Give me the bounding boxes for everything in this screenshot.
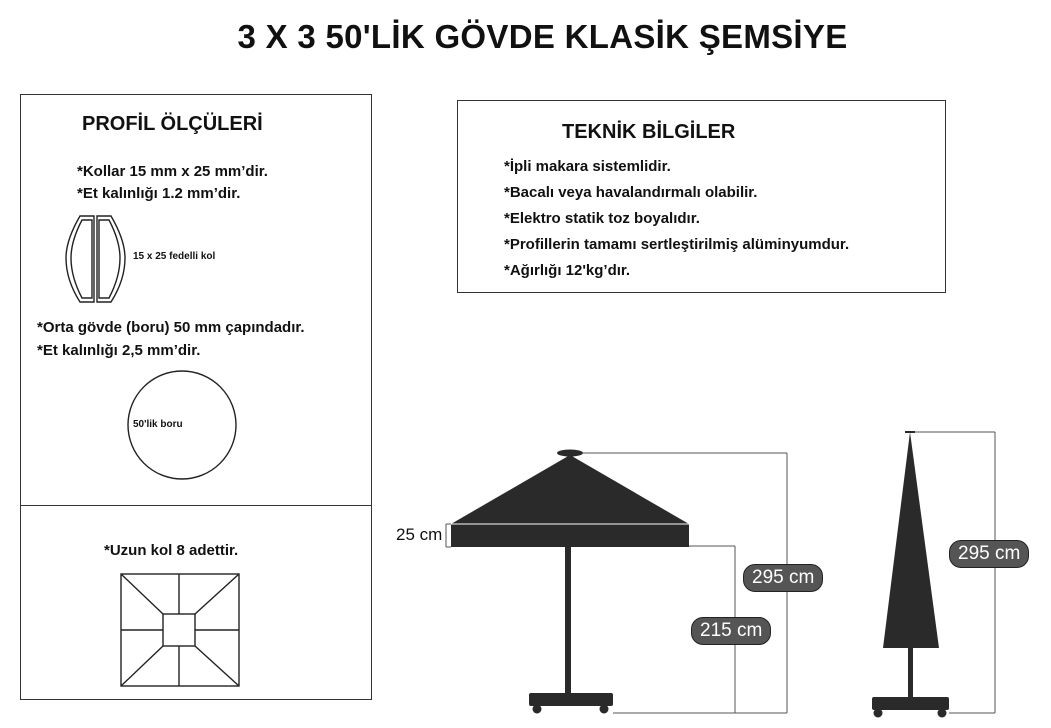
canopy-height-label: 25 cm: [396, 525, 443, 544]
closed-umbrella-drawing: [872, 432, 949, 718]
total-height-closed-label: 295 cm: [949, 540, 1029, 568]
total-height-open-label: 295 cm: [743, 564, 823, 592]
profile-panel-title: PROFİL ÖLÇÜLERİ: [82, 113, 263, 135]
arms-top-view-icon: [121, 574, 239, 686]
arms-line: *Uzun kol 8 adettir.: [104, 542, 239, 559]
profile-line-2: *Et kalınlığı 1.2 mm’dir.: [77, 185, 241, 202]
tech-item-5: *Ağırlığı 12'kg’dır.: [504, 262, 631, 279]
pipe-line-2: *Et kalınlığı 2,5 mm’dir.: [37, 342, 201, 359]
tech-panel-title: TEKNİK BİLGİLER: [562, 121, 736, 143]
page-title: 3 X 3 50'LİK GÖVDE KLASİK ŞEMSİYE: [237, 18, 848, 55]
open-umbrella-drawing: [451, 450, 689, 714]
profile-cross-section-icon: [66, 216, 125, 302]
clearance-height-label: 215 cm: [691, 617, 771, 645]
profile-line-1: *Kollar 15 mm x 25 mm’dir.: [77, 163, 268, 180]
pipe-line-1: *Orta gövde (boru) 50 mm çapındadır.: [37, 319, 305, 336]
tech-item-4: *Profillerin tamamı sertleştirilmiş alüminyumdur.: [504, 236, 850, 253]
profile-label: 15 x 25 fedelli kol: [133, 251, 216, 262]
tech-item-2: *Bacalı veya havalandırmalı olabilir.: [504, 184, 758, 201]
pipe-circle-icon: [128, 371, 236, 479]
tech-item-1: *İpli makara sistemlidir.: [504, 158, 671, 175]
tech-item-3: *Elektro statik toz boyalıdır.: [504, 210, 700, 227]
pipe-label: 50'lik boru: [133, 419, 183, 430]
